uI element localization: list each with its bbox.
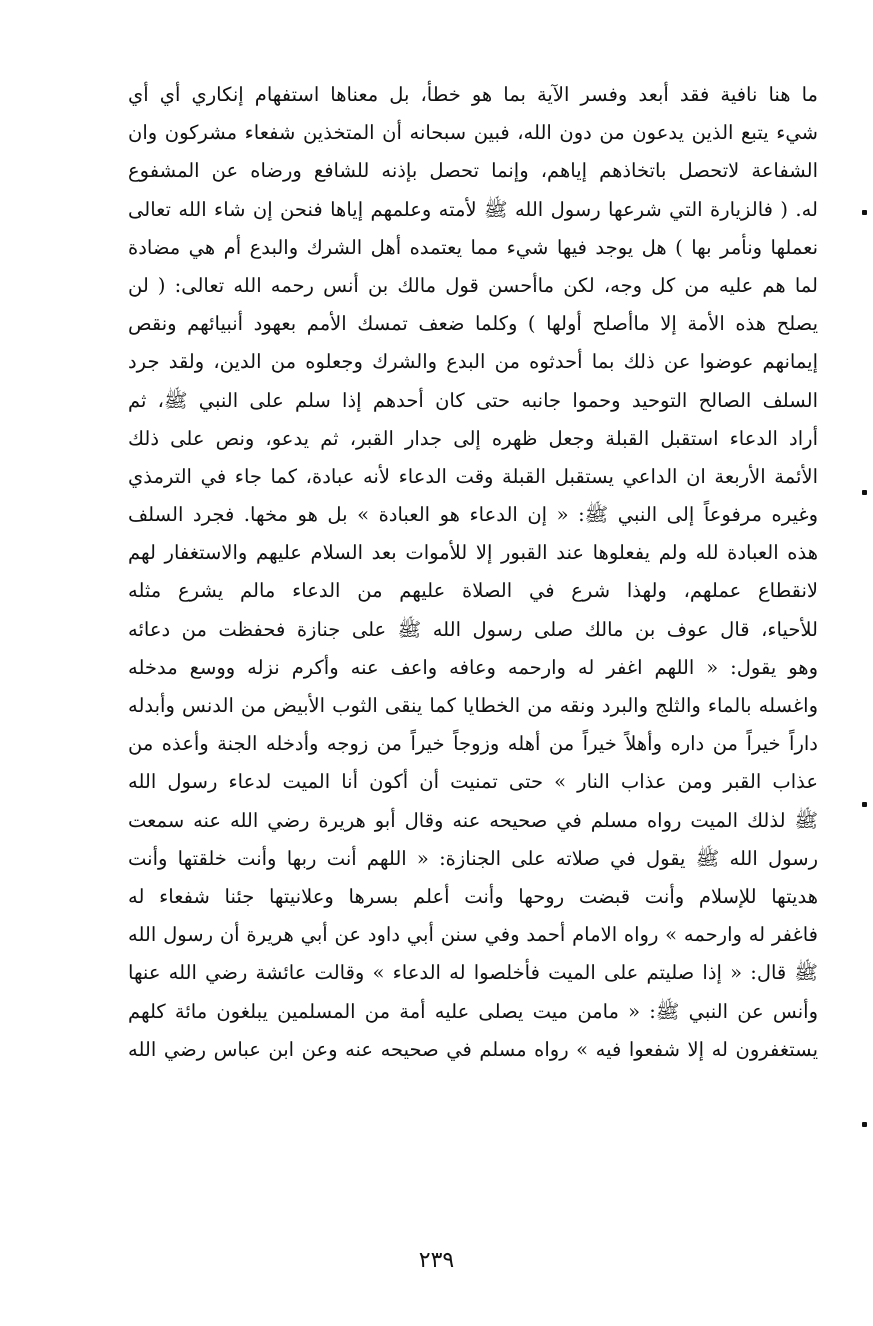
text-line: وأنس عن النبي ﷺ: « مامن ميت يصلى عليه أمة من المسلمين يبلغون مائة كلهم — [128, 999, 818, 1023]
text-line: للأحياء، قال عوف بن مالك صلى رسول الله ﷺ على جنازة فحفظت من دعائه — [128, 617, 818, 641]
text-line: وهو يقول: « اللهم اغفر له وارحمه وعافه واعف عنه وأكرم نزله ووسع مدخله — [128, 655, 818, 679]
text-line: ما هنا نافية فقد أبعد وفسر الآية بما هو خطأ، بل معناها استفهام إنكاري أي أي — [128, 83, 818, 106]
text-line: يستغفرون له إلا شفعوا فيه » رواه مسلم في صحيحه عنه وعن ابن عباس رضي الله — [128, 1037, 818, 1061]
margin-mark — [862, 802, 867, 807]
text-line: ﷺ قال: « إذا صليتم على الميت فأخلصوا له الدعاء » وقالت عائشة رضي الله عنها — [128, 961, 818, 985]
text-line: يصلح هذه الأمة إلا ماأصلح أولها ) وكلما ضعف تمسك الأمم بعهود أنبيائهم ونقص — [128, 312, 818, 336]
text-line: رسول الله ﷺ يقول في صلاته على الجنازة: « اللهم أنت ربها وأنت خلقتها وأنت — [128, 846, 818, 870]
text-line: إيمانهم عوضوا عن ذلك بما أحدثوه من البدع والشرك وجعلوه من الدين، ولقد جرد — [128, 350, 818, 374]
margin-mark — [862, 490, 867, 495]
page-number: ٢٣٩ — [418, 1248, 455, 1273]
text-line: له. ( فالزيارة التي شرعها رسول الله ﷺ لأمته وعلمهم إياها فنحن إن شاء الله تعالى — [128, 197, 818, 221]
text-line: لانقطاع عملهم، ولهذا شرع في الصلاة عليهم من الدعاء مالم يشرع مثله — [128, 579, 818, 603]
text-line: الأئمة الأربعة ان الداعي يستقبل القبلة وقت الدعاء لأنه عبادة، كما جاء في الترمذي — [128, 464, 818, 488]
text-line: واغسله بالماء والثلج والبرد ونقه من الخطايا كما ينقى الثوب الأبيض من الدنس وأبدله — [128, 694, 818, 717]
body-text — [128, 76, 818, 1069]
text-line: هديتها للإسلام وأنت قبضت روحها وأنت أعلم بسرها وعلانيتها جئنا شفعاء له — [128, 884, 818, 908]
margin-mark — [862, 1122, 867, 1127]
text-line: داراً خيراً من داره وأهلاً خيراً من أهله وزوجاً خيراً من زوجه وأدخله الجنة وأعذه من — [128, 732, 818, 756]
text-line: فاغفر له وارحمه » رواه الامام أحمد وفي سنن أبي داود عن أبي هريرة أن رسول الله — [128, 923, 818, 947]
text-line: أراد الدعاء استقبل القبلة وجعل ظهره إلى جدار القبر، ثم يدعو، ونص على ذلك — [128, 426, 818, 450]
margin-mark — [862, 210, 867, 215]
text-line: السلف الصالح التوحيد وحموا جانبه حتى كان أحدهم إذا سلم على النبي ﷺ، ثم — [128, 388, 818, 412]
text-line: وغيره مرفوعاً إلى النبي ﷺ: « إن الدعاء هو العبادة » بل هو مخها. فجرد السلف — [128, 503, 818, 527]
text-line: الشفاعة لاتحصل باتخاذهم إياهم، وإنما تحصل بإذنه للشافع ورضاه عن المشفوع — [128, 159, 818, 183]
text-line: ﷺ لذلك الميت رواه مسلم في صحيحه عنه وقال أبو هريرة رضي الله عنه سمعت — [128, 808, 818, 832]
text-line: لما هم عليه من كل وجه، لكن ماأحسن قول مالك بن أنس رحمه الله تعالى: ( لن — [128, 273, 818, 297]
text-line: هذه العبادة لله ولم يفعلوها عند القبور إلا للأموات بعد السلام عليهم والاستغفار لهم — [128, 541, 818, 565]
text-line: نعملها ونأمر بها ) هل يوجد فيها شيء مما يعتمده أهل الشرك والبدع أم هي مضادة — [128, 235, 818, 259]
text-line: عذاب القبر ومن عذاب النار » حتى تمنيت أن أكون أنا الميت لدعاء رسول الله — [128, 770, 818, 794]
text-line: شيء يتبع الذين يدعون من دون الله، فبين سبحانه أن المتخذين شفعاء مشركون وان — [128, 121, 818, 145]
